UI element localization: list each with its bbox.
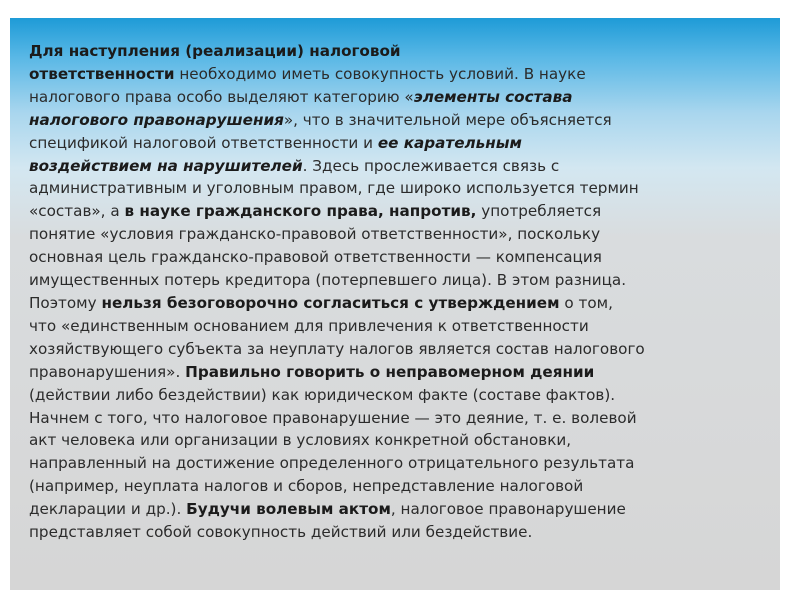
text-run: хозяйствующего субъекта за неуплату налогов является состав налогового [29, 339, 645, 358]
text-line [29, 177, 774, 200]
text-line [29, 475, 774, 498]
emphasized-text-run: элементы состава [413, 87, 573, 106]
text-line [29, 155, 774, 178]
text-line [29, 63, 774, 86]
text-line [29, 109, 774, 132]
text-line [29, 292, 774, 315]
emphasized-text-run: Будучи волевым актом [186, 500, 391, 519]
text-run: (действии либо бездействии) как юридическом факте (составе фактов). [29, 385, 616, 404]
text-run: необходимо иметь совокупность условий. В науке [174, 64, 586, 83]
text-run: акт человека или организации в условиях конкретной обстановки, [29, 431, 572, 450]
text-line [29, 40, 774, 63]
text-run: . Здесь прослеживается связь с [302, 156, 560, 175]
text-run: Начнем с того, что налоговое правонарушение — это деяние, т. е. волевой [29, 408, 637, 427]
emphasized-text-run: воздействием на нарушителей [29, 156, 303, 175]
text-run: (например, неуплата налогов и сборов, непредставление налоговой [29, 477, 584, 496]
text-run: направленный на достижение определенного отрицательного результата [29, 454, 635, 473]
text-run: налогового права особо выделяют категорию « [29, 87, 414, 106]
text-line [29, 86, 774, 109]
text-line [29, 521, 774, 544]
text-line [29, 315, 774, 338]
text-line [29, 361, 774, 384]
text-line [29, 132, 774, 155]
text-line [29, 429, 774, 452]
text-run: декларации и др.). [29, 500, 187, 519]
text-line [29, 200, 774, 223]
text-run: «состав», а [29, 202, 125, 221]
text-run: что «единственным основанием для привлечения к ответственности [29, 316, 589, 335]
text-run: , налоговое правонарушение [390, 500, 626, 519]
slide-body-text [29, 40, 774, 544]
text-line [29, 498, 774, 521]
text-run: », что в значительной мере объясняется [283, 110, 612, 129]
text-line [29, 246, 774, 269]
emphasized-text-run: ответственности [29, 64, 175, 83]
emphasized-text-run: ее карательным [377, 133, 522, 152]
text-run: понятие «условия гражданско-правовой ответственности», поскольку [29, 225, 601, 244]
text-line [29, 407, 774, 430]
text-run: спецификой налоговой ответственности и [29, 133, 378, 152]
text-run: основная цель гражданско-правовой ответственности — компенсация [29, 248, 602, 267]
text-run: имущественных потерь кредитора (потерпевшего лица). В этом разница. [29, 271, 627, 290]
text-run: представляет собой совокупность действий или бездействие. [29, 523, 533, 542]
text-run: о том, [559, 293, 613, 312]
emphasized-text-run: Правильно говорить о неправомерном деянии [185, 362, 595, 381]
emphasized-text-run: налогового правонарушения [29, 110, 284, 129]
text-run: употребляется [476, 202, 602, 221]
text-line [29, 223, 774, 246]
text-line [29, 452, 774, 475]
emphasized-text-run: Для наступления (реализации) налоговой [29, 42, 401, 60]
emphasized-text-run: нельзя безоговорочно согласиться с утверждением [101, 293, 560, 312]
text-line [29, 269, 774, 292]
text-run: Поэтому [29, 293, 102, 312]
text-run: административным и уголовным правом, где широко используется термин [29, 179, 639, 198]
emphasized-text-run: в науке гражданского права, напротив, [124, 202, 477, 221]
text-line [29, 384, 774, 407]
text-run: правонарушения». [29, 362, 186, 381]
text-line [29, 338, 774, 361]
